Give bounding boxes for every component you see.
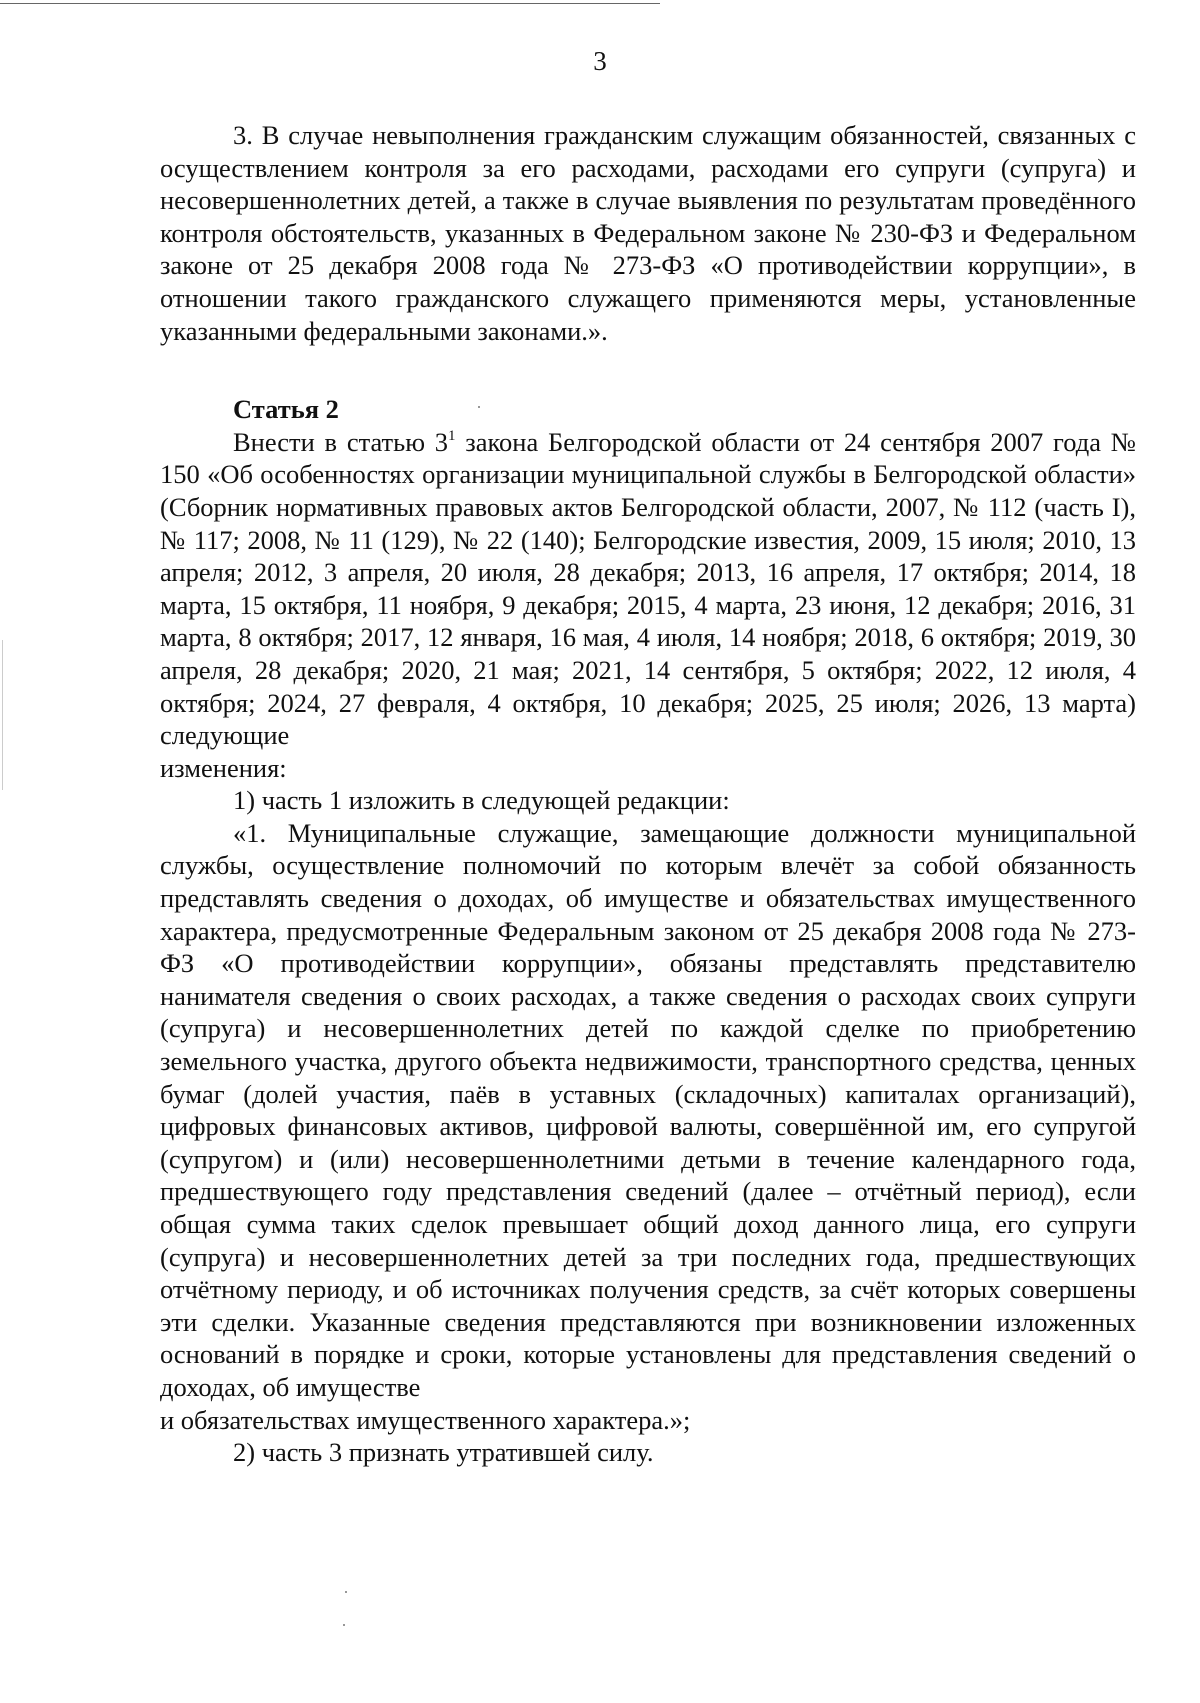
top-border-line [0, 3, 660, 4]
scan-speck [345, 1591, 347, 1593]
page-number: 3 [593, 46, 607, 76]
article-2-heading: Статья 2 [233, 394, 339, 425]
article-2-intro-start: Внести в статью 3 [233, 426, 449, 457]
item-1-label: 1) часть 1 изложить в следующей редакции: [233, 785, 730, 816]
item-2-text: 2) часть 3 признать утратившей силу. [233, 1437, 654, 1468]
document-body [160, 119, 1136, 1469]
paragraph-3-sanctions: 3. В случае невыполнения гражданским служащим обязанностей, связанных с осуществлением контроля за его расходами, расходами его супруги (супруга) и несовершеннолетних детей, а также в случае выявления по результатам проведённого контроля обстоятельств, указанных в Федеральном законе № 230-ФЗ и Федеральном законе от 25 декабря 2008 года № 273-ФЗ «О противодействии коррупции», в отношении такого гражданского служащего применяются меры, установленные указанными федеральными законами.». [160, 120, 1136, 346]
article-2-intro-last-line: изменения: [160, 752, 287, 783]
article-2-intro [160, 426, 1136, 752]
scan-speck [478, 406, 480, 408]
scan-edge-mark [2, 640, 3, 790]
item-1-text: «1. Муниципальные служащие, замещающие должности муниципальной службы, осуществление полномочий по которым влечёт за собой обязанность представлять сведения о доходах, об имуществе и обязательствах имущественного характера, предусмотренные Федеральным законом от 25 декабря 2008 года № 273-ФЗ «О противодействии коррупции», обязаны представлять представителю нанимателя сведения о своих расходах, а также сведения о расходах своих супруги (супруга) и несовершеннолетних детей по каждой сделке по приобретению земельного участка, другого объекта недвижимости, транспортного средства, ценных бумаг (долей участия, паёв в уставных (складочных) капиталах организаций), цифровых финансовых активов, цифровой валюты, совершённой им, его супругой (супругом) и (или) несовершеннолетними детьми в течение календарного года, предшествующего году представления сведений (далее – отчётный период), если общая сумма таких сделок превышает общий доход данного лица, его супруги (супруга) и несовершеннолетних детей за три последних года, предшествующих отчётному периоду, и об источниках получения средств, за счёт которых совершены эти сделки. Указанные сведения представляются при возникновении изложенных оснований в порядке и сроки, которые установлены для представления сведений о доходах, об имуществе [160, 817, 1136, 1402]
article-superscript: 1 [448, 427, 456, 444]
scan-speck [343, 1624, 345, 1626]
spacer [160, 347, 1136, 393]
item-1-last-line: и обязательствах имущественного характера.»; [160, 1404, 691, 1435]
article-2-intro-rest: закона Белгородской области от 24 сентября 2007 года № 150 «Об особенностях организации муниципальной службы в Белгородской области» (Сборник нормативных правовых актов Белгородской области, 2007, № 112 (часть I), № 117; 2008, № 11 (129), № 22 (140); Белгородские известия, 2009, 15 июля; 2010, 13 апреля; 2012, 3 апреля, 20 июля, 28 декабря; 2013, 16 апреля, 17 октября; 2014, 18 марта, 15 октября, 11 ноября, 9 декабря; 2015, 4 марта, 23 июня, 12 декабря; 2016, 31 марта, 8 октября; 2017, 12 января, 16 мая, 4 июля, 14 ноября; 2018, 6 октября; 2019, 30 апреля, 28 декабря; 2020, 21 мая; 2021, 14 сентября, 5 октября; 2022, 12 июля, 4 октября; 2024, 27 февраля, 4 октября, 10 декабря; 2025, 25 июля; 2026, 13 марта) следующие [160, 426, 1136, 751]
